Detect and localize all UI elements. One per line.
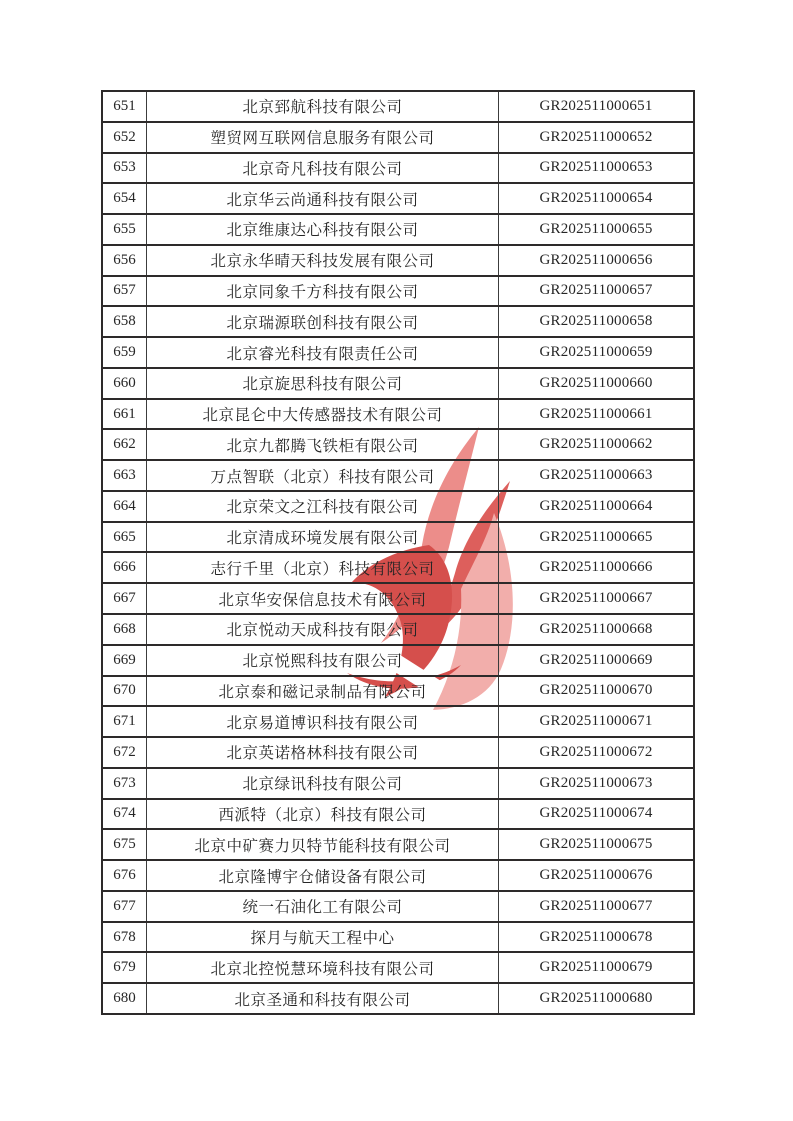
- company-name: 北京九都腾飞铁柜有限公司: [147, 429, 499, 460]
- row-number: 672: [102, 737, 147, 768]
- table-row: [102, 276, 694, 307]
- row-number: 656: [102, 245, 147, 276]
- cert-number: GR202511000674: [499, 799, 695, 830]
- cert-number: GR202511000656: [499, 245, 695, 276]
- table-row: [102, 860, 694, 891]
- company-name: 北京悦动天成科技有限公司: [147, 614, 499, 645]
- company-name: 北京绿讯科技有限公司: [147, 768, 499, 799]
- row-number: 651: [102, 91, 147, 122]
- table-row: [102, 122, 694, 153]
- cert-number: GR202511000666: [499, 552, 695, 583]
- cert-number: GR202511000660: [499, 368, 695, 399]
- table-row: [102, 552, 694, 583]
- row-number: 652: [102, 122, 147, 153]
- company-name: 北京华云尚通科技有限公司: [147, 183, 499, 214]
- table-row: [102, 676, 694, 707]
- table-row: [102, 645, 694, 676]
- cert-number: GR202511000672: [499, 737, 695, 768]
- company-name: 北京泰和磁记录制品有限公司: [147, 676, 499, 707]
- cert-number: GR202511000653: [499, 153, 695, 184]
- row-number: 658: [102, 306, 147, 337]
- company-name: 北京永华晴天科技发展有限公司: [147, 245, 499, 276]
- cert-number: GR202511000661: [499, 399, 695, 430]
- cert-number: GR202511000655: [499, 214, 695, 245]
- table-row: [102, 706, 694, 737]
- table-row: [102, 522, 694, 553]
- table-row: [102, 91, 694, 122]
- row-number: 678: [102, 922, 147, 953]
- cert-number: GR202511000669: [499, 645, 695, 676]
- table-row: [102, 829, 694, 860]
- row-number: 677: [102, 891, 147, 922]
- company-name: 探月与航天工程中心: [147, 922, 499, 953]
- company-name: 北京同象千方科技有限公司: [147, 276, 499, 307]
- cert-number: GR202511000678: [499, 922, 695, 953]
- company-name: 北京郅航科技有限公司: [147, 91, 499, 122]
- company-name: 北京中矿赛力贝特节能科技有限公司: [147, 829, 499, 860]
- table-row: [102, 922, 694, 953]
- cert-number: GR202511000663: [499, 460, 695, 491]
- table-row: [102, 891, 694, 922]
- row-number: 663: [102, 460, 147, 491]
- table-row: [102, 153, 694, 184]
- row-number: 676: [102, 860, 147, 891]
- cert-number: GR202511000659: [499, 337, 695, 368]
- row-number: 680: [102, 983, 147, 1014]
- cert-number: GR202511000658: [499, 306, 695, 337]
- company-name: 北京华安保信息技术有限公司: [147, 583, 499, 614]
- row-number: 667: [102, 583, 147, 614]
- table-row: [102, 491, 694, 522]
- cert-number: GR202511000675: [499, 829, 695, 860]
- company-name: 北京昆仑中大传感器技术有限公司: [147, 399, 499, 430]
- row-number: 655: [102, 214, 147, 245]
- table-row: [102, 245, 694, 276]
- row-number: 653: [102, 153, 147, 184]
- row-number: 654: [102, 183, 147, 214]
- cert-number: GR202511000677: [499, 891, 695, 922]
- row-number: 666: [102, 552, 147, 583]
- row-number: 668: [102, 614, 147, 645]
- table-body: [102, 91, 694, 1014]
- cert-number: GR202511000662: [499, 429, 695, 460]
- company-name: 北京清成环境发展有限公司: [147, 522, 499, 553]
- cert-number: GR202511000676: [499, 860, 695, 891]
- row-number: 671: [102, 706, 147, 737]
- company-name: 北京英诺格林科技有限公司: [147, 737, 499, 768]
- cert-number: GR202511000670: [499, 676, 695, 707]
- company-name: 北京旋思科技有限公司: [147, 368, 499, 399]
- table-row: [102, 768, 694, 799]
- company-name: 北京圣通和科技有限公司: [147, 983, 499, 1014]
- company-name: 北京奇凡科技有限公司: [147, 153, 499, 184]
- row-number: 662: [102, 429, 147, 460]
- table-row: [102, 799, 694, 830]
- row-number: 670: [102, 676, 147, 707]
- company-name: 塑贸网互联网信息服务有限公司: [147, 122, 499, 153]
- table-row: [102, 983, 694, 1014]
- company-name: 北京易道博识科技有限公司: [147, 706, 499, 737]
- cert-number: GR202511000652: [499, 122, 695, 153]
- row-number: 661: [102, 399, 147, 430]
- row-number: 657: [102, 276, 147, 307]
- company-name: 北京荣文之江科技有限公司: [147, 491, 499, 522]
- table-row: [102, 737, 694, 768]
- table-row: [102, 183, 694, 214]
- company-name: 西派特（北京）科技有限公司: [147, 799, 499, 830]
- row-number: 679: [102, 952, 147, 983]
- company-name: 统一石油化工有限公司: [147, 891, 499, 922]
- company-name: 北京瑞源联创科技有限公司: [147, 306, 499, 337]
- row-number: 659: [102, 337, 147, 368]
- row-number: 665: [102, 522, 147, 553]
- company-name: 北京隆博宇仓储设备有限公司: [147, 860, 499, 891]
- row-number: 664: [102, 491, 147, 522]
- cert-number: GR202511000680: [499, 983, 695, 1014]
- row-number: 673: [102, 768, 147, 799]
- table-row: [102, 214, 694, 245]
- table-row: [102, 368, 694, 399]
- cert-number: GR202511000679: [499, 952, 695, 983]
- row-number: 675: [102, 829, 147, 860]
- cert-number: GR202511000654: [499, 183, 695, 214]
- company-name: 北京北控悦慧环境科技有限公司: [147, 952, 499, 983]
- row-number: 660: [102, 368, 147, 399]
- table-row: [102, 952, 694, 983]
- table-row: [102, 429, 694, 460]
- company-name: 万点智联（北京）科技有限公司: [147, 460, 499, 491]
- cert-number: GR202511000664: [499, 491, 695, 522]
- table-row: [102, 583, 694, 614]
- cert-number: GR202511000651: [499, 91, 695, 122]
- cert-number: GR202511000665: [499, 522, 695, 553]
- cert-number: GR202511000671: [499, 706, 695, 737]
- company-name: 北京悦熙科技有限公司: [147, 645, 499, 676]
- row-number: 669: [102, 645, 147, 676]
- certificate-table: [101, 90, 695, 1015]
- table-row: [102, 306, 694, 337]
- company-name: 北京维康达心科技有限公司: [147, 214, 499, 245]
- company-name: 志行千里（北京）科技有限公司: [147, 552, 499, 583]
- table-row: [102, 399, 694, 430]
- company-name: 北京睿光科技有限责任公司: [147, 337, 499, 368]
- table-row: [102, 337, 694, 368]
- table-row: [102, 614, 694, 645]
- row-number: 674: [102, 799, 147, 830]
- cert-number: GR202511000673: [499, 768, 695, 799]
- table-row: [102, 460, 694, 491]
- cert-number: GR202511000657: [499, 276, 695, 307]
- cert-number: GR202511000667: [499, 583, 695, 614]
- cert-number: GR202511000668: [499, 614, 695, 645]
